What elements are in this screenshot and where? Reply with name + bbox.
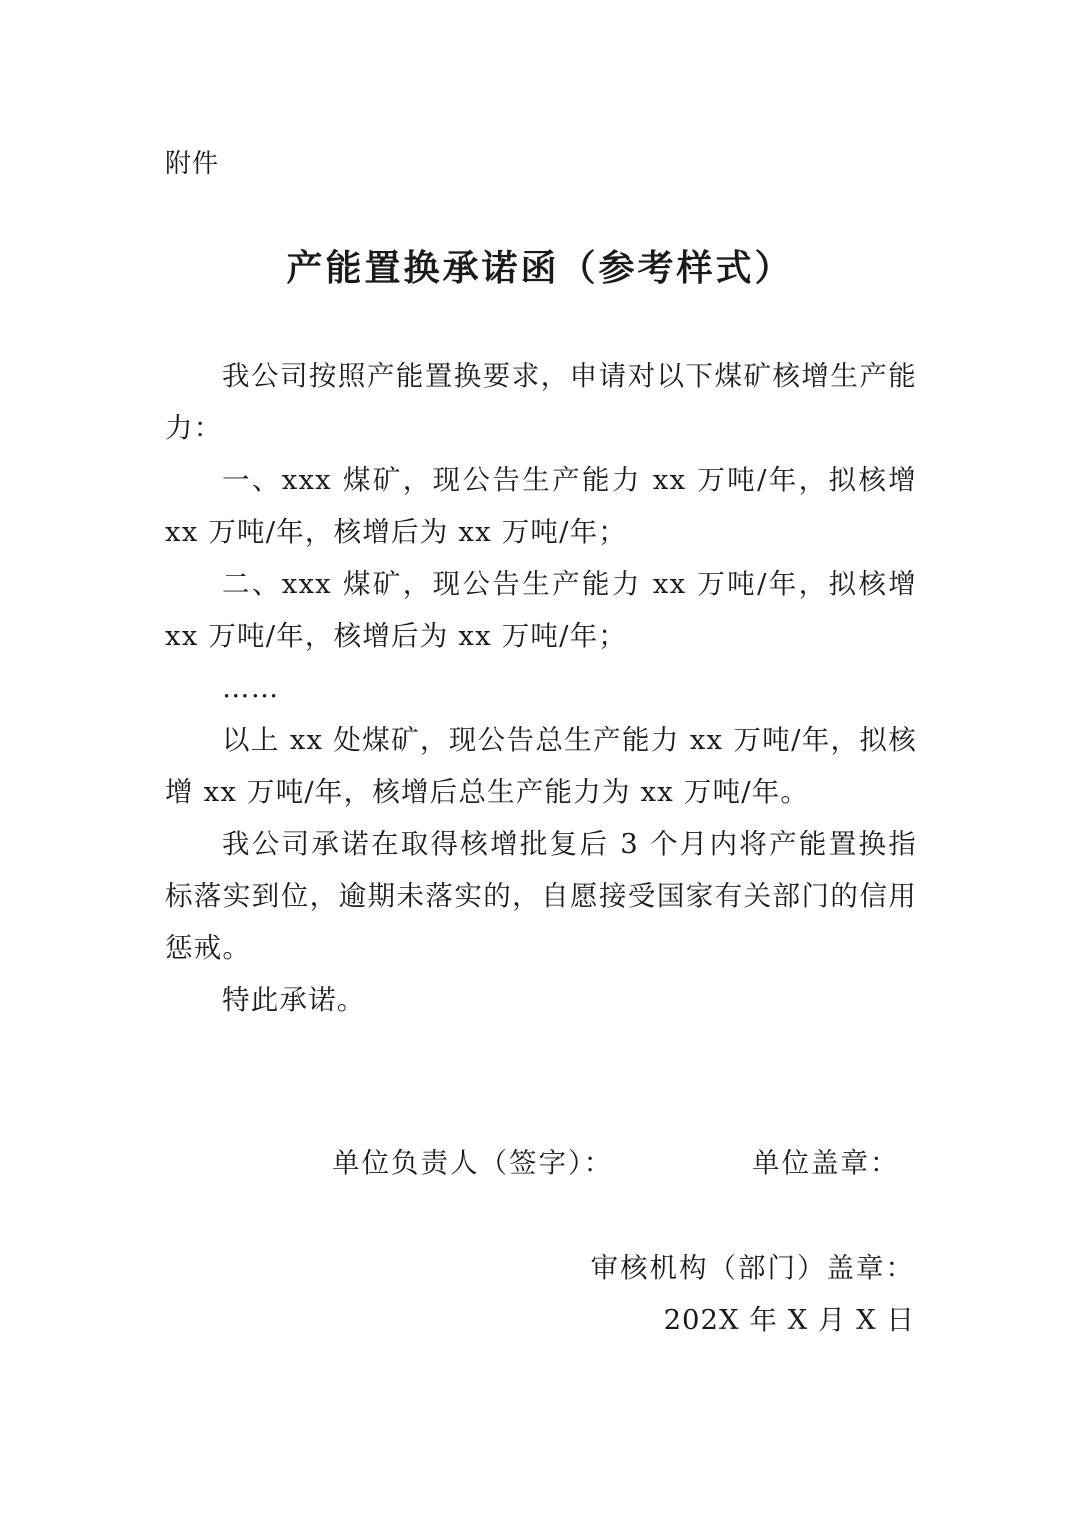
document-body — [165, 350, 917, 1026]
paragraph-summary: 以上 xx 处煤矿，现公告总生产能力 xx 万吨/年，拟核增 xx 万吨/年，核增后总生产能力为 xx 万吨/年。 — [165, 724, 917, 808]
review-seal-label: 审核机构（部门）盖章： — [590, 1252, 915, 1284]
document-date: 202X 年 X 月 X 日 — [663, 1304, 915, 1336]
paragraph-item-1: 一、xxx 煤矿，现公告生产能力 xx 万吨/年，拟核增 xx 万吨/年，核增后为 xx 万吨/年； — [165, 464, 917, 548]
paragraph-commitment: 我公司承诺在取得核增批复后 3 个月内将产能置换指标落实到位，逾期未落实的，自愿接受国家有关部门的信用惩戒。 — [165, 828, 917, 964]
paragraph-intro: 我公司按照产能置换要求，申请对以下煤矿核增生产能力： — [165, 360, 917, 444]
paragraph-ellipsis: …… — [222, 672, 280, 704]
attachment-label: 附件 — [165, 149, 220, 179]
paragraph-closing: 特此承诺。 — [222, 984, 366, 1016]
document-title: 产能置换承诺函（参考样式） — [286, 248, 794, 289]
responsible-person-signature-label: 单位负责人（签字）： — [332, 1147, 614, 1179]
company-seal-label: 单位盖章： — [752, 1147, 900, 1179]
paragraph-item-2: 二、xxx 煤矿，现公告生产能力 xx 万吨/年，拟核增 xx 万吨/年，核增后为 xx 万吨/年； — [165, 568, 917, 652]
